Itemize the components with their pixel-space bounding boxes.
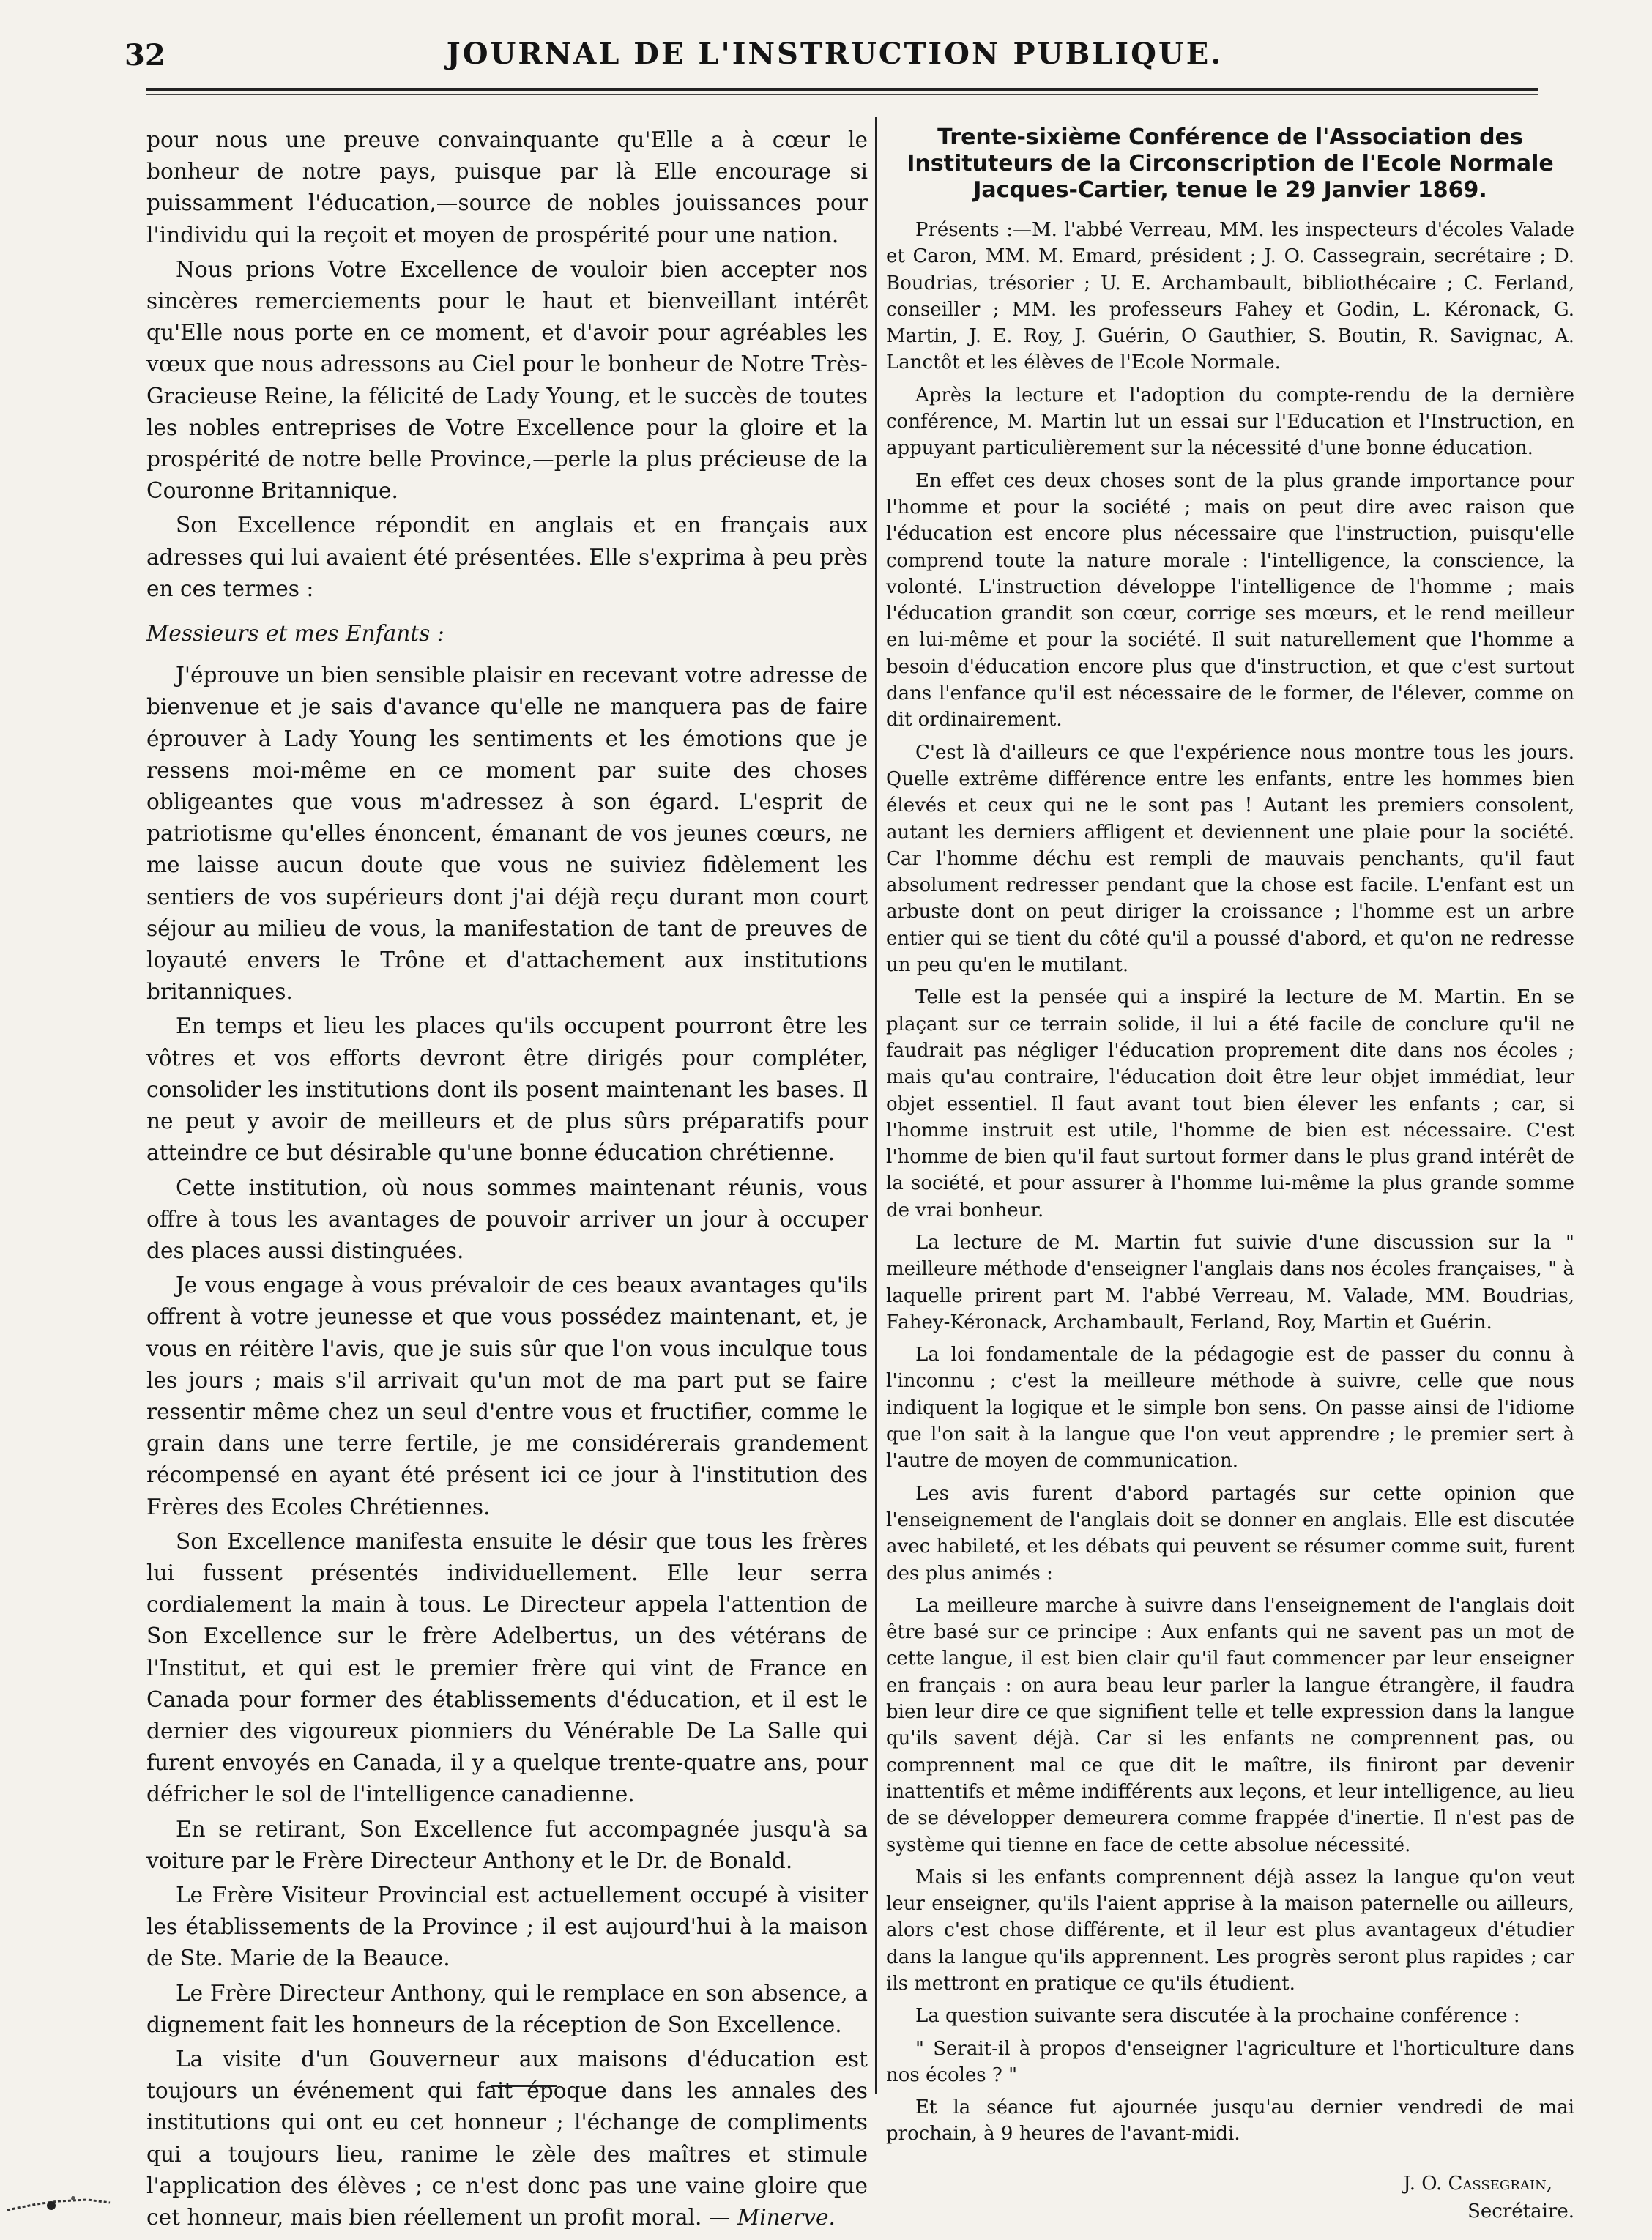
paragraph-last [146, 2044, 868, 2233]
attribution: Minerve. [737, 2205, 836, 2230]
page-number: 32 [124, 38, 165, 72]
signature-name: J. O. Cassegrain, [1403, 2172, 1552, 2195]
paragraph: J'éprouve un bien sensible plaisir en recevant votre adresse de bienvenue et je sais d'avance qu'elle ne manquera pas de faire éprouver à Lady Young les sentiments et les émotions que je ressens moi-même en ce moment par suite des choses obligeantes que vous m'adressez à son égard. L'esprit de patriotisme qu'elles énoncent, émanant de vos jeunes cœurs, ne me laisse aucun doute que vous ne suiviez fidèlement les sentiers de vos supérieurs dont j'ai déjà reçu durant mon court séjour au milieu de vous, la manifestation de tant de preuves de loyauté envers le Trône et d'attachement aux institutions britanniques. [146, 663, 868, 1005]
paragraph: Telle est la pensée qui a inspiré la lecture de M. Martin. En se plaçant sur ce terrain solide, il lui a été facile de conclure qu'il ne faudrait pas négliger l'éducation proprement dite dans nos écoles ; mais qu'au contraire, l'éducation doit être leur objet immédiat, leur objet essentiel. Il faut avant tout bien élever les enfants ; car, si l'homme instruit est utile, l'homme de bien est nécessaire. C'est l'homme de bien qu'il faut surtout former dans le plus grand intérêt de la société, et pour assurer à l'homme lui-même la plus grande somme de vrai bonheur. [886, 986, 1574, 1221]
salutation: Messieurs et mes Enfants : [146, 621, 444, 647]
paragraph: Et la séance fut ajournée jusqu'au dernier vendredi de mai prochain, à 9 heures de l'avant-midi. [886, 2096, 1574, 2146]
paragraph: Mais si les enfants comprennent déjà assez la langue qu'on veut leur enseigner, qu'ils l'aient apprise à la maison paternelle ou ailleurs, alors c'est chose différente, et il leur est plus avantageux d'étudier dans la langue qu'ils apprennent. Les progrès seront plus rapides ; car ils mettront en pratique ce qu'ils étudient. [886, 1866, 1574, 1995]
paragraph: Après la lecture et l'adoption du compte-rendu de la dernière conférence, M. Martin lut un essai sur l'Education et l'Instruction, en appuyant particulièrement sur la nécessité d'une bonne éducation. [886, 384, 1574, 460]
paragraph: En se retirant, Son Excellence fut accompagnée jusqu'à sa voiture par le Frère Directeur Anthony et le Dr. de Bonald. [146, 1816, 868, 1873]
column-divider [875, 117, 877, 2094]
paragraph: Son Excellence répondit en anglais et en français aux adresses qui lui avaient été présentées. Elle s'exprima à peu près en ces termes : [146, 513, 868, 601]
paragraph: En temps et lieu les places qu'ils occupent pourront être les vôtres et vos efforts devront être dirigés pour compléter, consolider les institutions dont ils posent maintenant les bases. Il ne peut y avoir de meilleurs et de plus sûrs préparatifs pour atteindre ce but désirable qu'une bonne éducation chrétienne. [146, 1013, 868, 1166]
paragraph: C'est là d'ailleurs ce que l'expérience nous montre tous les jours. Quelle extrême différence entre les enfants, entre les hommes bien élevés et ceux qui ne le sont pas ! Autant les premiers consolent, autant les derniers affligent et deviennent une plaie pour la société. Car l'homme déchu est rempli de mauvais penchants, qu'il faut absolument redresser pendant que la chose est facile. L'enfant est un arbuste dont on peut diriger la croissance ; l'homme est un arbre entier qui se tient du côté qu'il a poussé d'abord, et qu'on ne redresse un peu qu'en le mutilant. [886, 741, 1574, 977]
signature-title: Secrétaire. [1467, 2200, 1574, 2222]
paragraph: Les avis furent d'abord partagés sur cette opinion que l'enseignement de l'anglais doit se donner en anglais. Elle est discutée avec habileté, et les débats qui peuvent se résumer comme suit, furent des plus animés : [886, 1482, 1574, 1585]
end-rule [491, 2085, 557, 2087]
article-title: Trente-sixième Conférence de l'Association des Instituteurs de la Circonscription de l'Ecole Normale Jacques-Cartier, tenue le 29 Janvier 1869. [907, 124, 1554, 203]
journal-title: JOURNAL DE L'INSTRUCTION PUBLIQUE. [446, 37, 1224, 71]
header-rule [146, 88, 1538, 95]
paragraph: La loi fondamentale de la pédagogie est de passer du connu à l'inconnu ; c'est la meilleure méthode à suivre, celle que nous indiquent la logique et le simple bon sens. On passe ainsi de l'idiome que l'on sait à la langue que l'on veut apprendre ; le premier sert à l'autre de moyen de communication. [886, 1344, 1574, 1473]
right-column [886, 124, 1574, 2225]
scan-smudge [7, 2189, 117, 2219]
signature-block [886, 2170, 1574, 2225]
paragraph: La question suivante sera discutée à la prochaine conférence : [915, 2005, 1520, 2028]
paragraph: Son Excellence manifesta ensuite le désir que tous les frères lui fussent présentés individuellement. Elle leur serra cordialement la main à tous. Le Directeur appela l'attention de Son Excellence sur le frère Adelbertus, un des vétérans de l'Institut, et qui est le premier frère qui vint de France en Canada pour former des établissements d'éducation, et il est le dernier des vigoureux pionniers du Vénérable De La Salle qui furent envoyés en Canada, il y a quelque trente-quatre ans, pour défricher le sol de l'intelligence canadienne. [146, 1528, 868, 1807]
left-column [146, 124, 868, 2233]
paragraph: Je vous engage à vous prévaloir de ces beaux avantages qu'ils offrent à votre jeunesse et que vous possédez maintenant, et, je vous en réitère l'avis, que je suis sûr que l'on vous inculque tous les jours ; mais s'il arrivait qu'un mot de ma part put se faire ressentir même chez un seul d'entre vous et fructifier, comme le grain dans une terre fertile, je me considérerais grandement récompensé en ayant été présent ici ce jour à l'institution des Frères des Ecoles Chrétiennes. [146, 1273, 868, 1519]
paragraph: pour nous une preuve convainquante qu'Elle a à cœur le bonheur de notre pays, puisque par là Elle encourage si puissamment l'éducation,—source de nobles jouissances pour l'individu qui la reçoit et moyen de prospérité pour une nation. [146, 127, 868, 248]
paragraph: Cette institution, où nous sommes maintenant réunis, vous offre à tous les avantages de pouvoir arriver un jour à occuper des places aussi distinguées. [146, 1175, 868, 1263]
paragraph: Le Frère Visiteur Provincial est actuellement occupé à visiter les établissements de la Province ; il est aujourd'hui à la maison de Ste. Marie de la Beauce. [146, 1882, 868, 1971]
paragraph: En effet ces deux choses sont de la plus grande importance pour l'homme et pour la société ; mais on peut dire avec raison que l'éducation est encore plus nécessaire que l'instruction, puisqu'elle comprend toute la nature morale : l'intelligence, la conscience, la volonté. L'instruction développe l'intelligence de l'homme ; mais l'éducation grandit son cœur, corrige ses mœurs, et le rend meilleur en lui-même et pour la société. Il suit naturellement que l'homme a besoin d'éducation encore plus que d'instruction, et que c'est surtout dans l'enfance qu'il est nécessaire de le former, de l'élever, comme on dit ordinairement. [886, 469, 1574, 732]
page-header [124, 37, 1545, 70]
paragraph: Présents :—M. l'abbé Verreau, MM. les inspecteurs d'écoles Valade et Caron, MM. M. Emard, président ; J. O. Cassegrain, secrétaire ; D. Boudrias, trésorier ; U. E. Archambault, bibliothécaire ; C. Ferland, conseiller ; MM. les professeurs Fahey et Godin, L. Kéronack, G. Martin, J. E. Roy, J. Guérin, O Gauthier, S. Boutin, R. Savignac, A. Lanctôt et les élèves de l'Ecole Normale. [886, 219, 1574, 374]
paragraph: La lecture de M. Martin fut suivie d'une discussion sur la " meilleure méthode d'enseigner l'anglais dans nos écoles françaises, " à laquelle prirent part M. l'abbé Verreau, M. Valade, MM. Boudrias, Fahey-Kéronack, Archambault, Ferland, Roy, Martin et Guérin. [886, 1231, 1574, 1333]
paragraph: Nous prions Votre Excellence de vouloir bien accepter nos sincères remerciements pour le haut et bienveillant intérêt qu'Elle nous porte en ce moment, et d'avoir pour agréables les vœux que nous adressons au Ciel pour le bonheur de Notre Très-Gracieuse Reine, la félicité de Lady Young, et le succès de toutes les nobles entreprises de Votre Excellence pour la gloire et la prospérité de notre belle Province,—perle la plus précieuse de la Couronne Britannique. [146, 256, 868, 504]
paragraph-last-text: La visite d'un Gouverneur aux maisons d'éducation est toujours un événement qui fait époque dans les annales des institutions qui ont eu cet honneur ; l'échange de compliments qui a toujours lieu, ranime le zèle des maîtres et stimule l'application des élèves ; ce n'est donc pas une vaine gloire que cet honneur, mais bien réellement un profit moral. — [146, 2046, 868, 2230]
paragraph: La meilleure marche à suivre dans l'enseignement de l'anglais doit être basé sur ce principe : Aux enfants qui ne savent pas un mot de cette langue, il est bien clair qu'il faut commencer par leur enseigner en français : on aura beau leur parler la langue étrangère, il faudra bien leur dire ce que signifient telle et telle expression dans la langue qu'ils savent déjà. Car si les enfants ne comprennent pas, ou comprennent mal ce que dit le maître, ils finiront par devenir inattentifs et même indifférents aux leçons, et leur intelligence, au lieu de se développer demeurera comme frappée d'inertie. Il n'est pas de système qui tienne en face de cette absolue nécessité. [886, 1594, 1574, 1856]
paragraph: " Serait-il à propos d'enseigner l'agriculture et l'horticulture dans nos écoles ? " [886, 2037, 1574, 2086]
paragraph: Le Frère Directeur Anthony, qui le remplace en son absence, a dignement fait les honneurs de la réception de Son Excellence. [146, 1980, 868, 2037]
